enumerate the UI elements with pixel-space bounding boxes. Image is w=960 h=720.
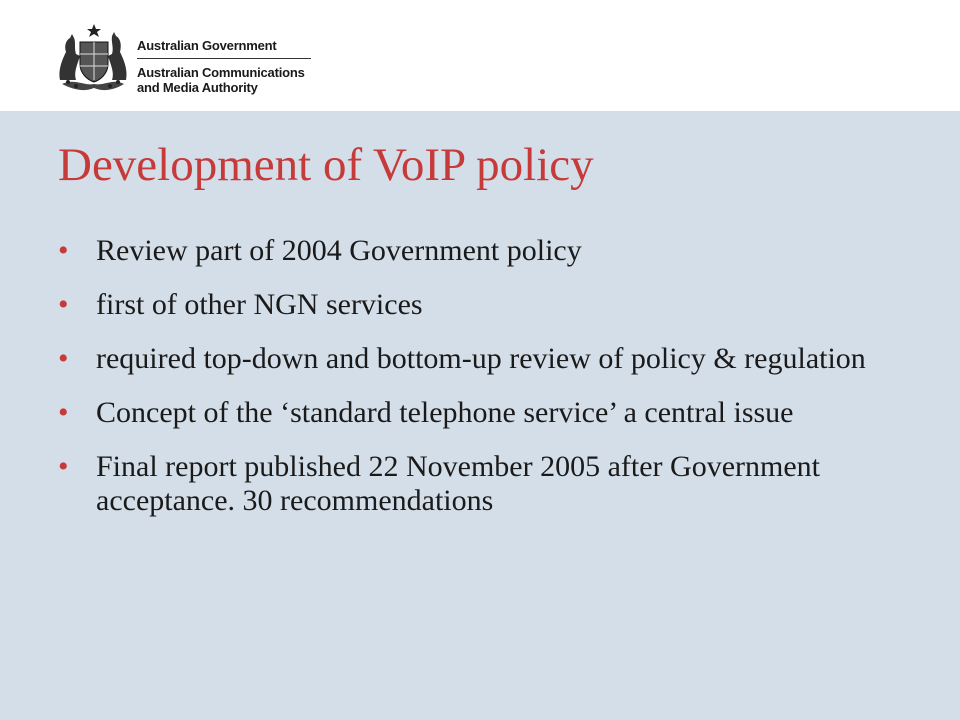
bullet-text: Final report published 22 November 2005 after Government acceptance. 30 recommendations (96, 450, 820, 517)
bullet-dot-icon: • (58, 234, 69, 267)
bullet-item (58, 450, 898, 518)
coat-of-arms-logo (54, 22, 132, 94)
bullet-text: first of other NGN services (96, 288, 423, 321)
bullet-text: Concept of the ‘standard telephone service’ a central issue (96, 396, 794, 429)
bullet-dot-icon: • (58, 450, 69, 483)
bullet-dot-icon: • (58, 288, 69, 321)
agency-name-line2: and Media Authority (137, 80, 258, 95)
header-banner (0, 0, 960, 111)
slide-title: Development of VoIP policy (58, 139, 594, 191)
bullet-dot-icon: • (58, 396, 69, 429)
bullet-item (58, 288, 898, 322)
bullet-text: required top-down and bottom-up review of policy & regulation (96, 342, 866, 375)
bullet-text: Review part of 2004 Government policy (96, 234, 582, 267)
agency-name (137, 65, 337, 95)
bullet-item (58, 342, 898, 376)
bullet-list (58, 234, 898, 538)
org-name: Australian Government (137, 38, 277, 53)
header-divider (137, 58, 311, 59)
agency-name-line1: Australian Communications (137, 65, 305, 80)
bullet-item (58, 234, 898, 268)
bullet-dot-icon: • (58, 342, 69, 375)
bullet-item (58, 396, 898, 430)
